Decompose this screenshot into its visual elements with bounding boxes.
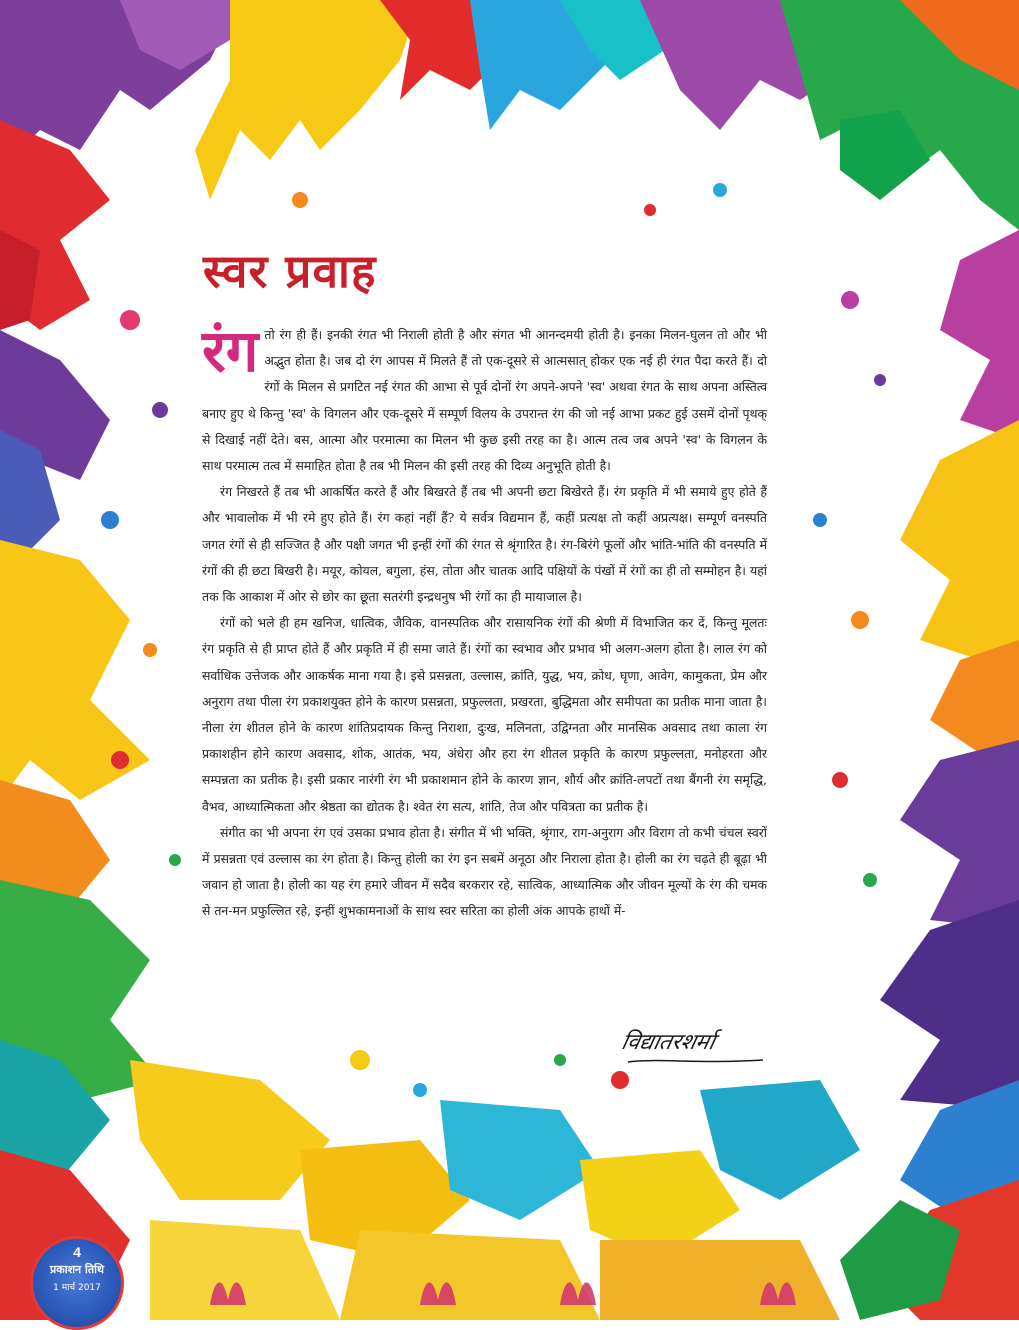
signature [618,1020,768,1072]
article-paragraph [202,317,767,479]
article-body [202,317,767,925]
signature-text: विद्यातरशर्मा [619,1030,718,1055]
publication-date: 1 मार्च 2017 [53,1283,101,1293]
article-paragraph: संगीत का भी अपना रंग एवं उसका प्रभाव होता है। संगीत में भी भक्ति, श्रृंगार, राग-अनुराग और विराग तो कभी चंचल स्वरों में प्रसन्नता एवं उल्लास का रंग होता है। किन्तु होली का रंग इन सबमें अनूठा और निराला होता है। होली का रंग चढ़ते ही बूढ़ा भी जवान हो जाता है। होली का यह रंग हमारे जीवन में सदैव बरकरार रहे, सात्विक, आध्यात्मिक और जीवन मूल्यों के रंग की चमक से तन-मन प्रफुल्लित रहे, इन्हीं शुभकामनाओं के साथ स्वर सरिता का होली अंक आपके हाथों में- [202,824,767,919]
publication-badge [18,1236,136,1316]
dropcap: रंग [202,317,259,385]
publication-date-label: प्रकाशन तिथि [50,1263,104,1276]
page-number: 4 [73,1244,81,1260]
signature-underline [618,1020,768,1072]
page-title: स्वर प्रवाह [203,244,377,298]
article-paragraph: रंगों को भले ही हम खनिज, धात्विक, जैविक, वानस्पतिक और रासायनिक रंगों की श्रेणी में विभाजित कर दें, किन्तु मूलतः रंग प्रकृति से ही प्राप्त होते हैं और प्रकृति में ही समा जाते हैं। रंगों का स्वभाव और प्रभाव भी अलग-अलग होता है। लाल रंग को सर्वाधिक उत्तेजक और आकर्षक माना गया है। इसे प्रसन्नता, उल्लास, क्रांति, युद्ध, भय, क्रोध, घृणा, आवेग, कामुकता, प्रेम और अनुराग तथा पीला रंग प्रकाशयुक्त होने के कारण प्रसन्नता, प्रफुल्लता, प्रखरता, बुद्धिमता और समीपता का प्रतीक माना जाता है। नीला रंग शीतल होने के कारण शांतिप्रदायक किन्तु निराशा, दुःख, मलिनता, उद्विग्नता और मानसिक अवसाद तथा काला रंग प्रकाशहीन होने कारण अवसाद, शोक, आतंक, भय, अंधेरा और हरा रंग शीतल प्रकृति के कारण प्रफुल्लता, मनोहरता और सम्पन्नता का प्रतीक है। इसी प्रकार नारंगी रंग भी प्रकाशमान होने के कारण ज्ञान, शौर्य और क्रांति-लपटों तथा बैंगनी रंग समृद्धि, वैभव, आध्यात्मिकता और श्रेष्ठता का द्योतक है। श्वेत रंग सत्य, शांति, तेज और पवित्रता का प्रतीक है। [202,615,767,814]
paragraph-text: तो रंग ही हैं। इनकी रंगत भी निराली होती है और संगत भी आनन्दमयी होती है। इनका मिलन-घुलन तो और भी अद्भुत होता है। जब दो रंग आपस में मिलते हैं तो एक-दूसरे से आत्मसात् होकर एक नई ही रंगत पैदा करते हैं। दो रंगों के मिलन से प्रगटित नई रंगत की आभा से पूर्व दोनों रंग अपने-अपने 'स्व' अथवा रंगत के साथ अपना अस्तित्व बनाए हुए थे किन्तु 'स्व' के विगलन और एक-दूसरे में सम्पूर्ण विलय के उपरान्त रंग की जो नई आभा प्रकट हुई उसमें दोनों पृथक् से दिखाई नहीं देते। बस, आत्मा और परमात्मा का मिलन भी कुछ इसी तरह का है। आत्म तत्व जब अपने 'स्व' के विगलन के साथ परमात्म तत्व में समाहित होता है तब भी मिलन की इसी तरह की दिव्य अनुभूति होती है। [202,327,767,474]
article-paragraph: रंग निखरते हैं तब भी आकर्षित करते हैं और बिखरते हैं तब भी अपनी छटा बिखेरते हैं। रंग प्रकृति में भी समाये हुए होते हैं और भावालोक में भी रमे हुए होते हैं। रंग कहां नहीं हैं? ये सर्वत्र विद्यमान हैं, कहीं प्रत्यक्ष तो कहीं अप्रत्यक्ष। सम्पूर्ण वनस्पति जगत रंगों से ही सज्जित है और पक्षी जगत भी इन्हीं रंगों की रंगत से श्रृंगारित है। रंग-बिरंगे फूलों और भांति-भांति की वनस्पति में रंगों की ही छटा बिखरी है। मयूर, कोयल, बगुला, हंस, तोता और चातक आदि पक्षियों के पंखों में रंगों का ही तो सम्मोहन है। यहां तक कि आकाश में ओर से छोर का छूता सतरंगी इन्द्रधनुष भी रंगों का ही मायाजाल है। [202,484,767,605]
